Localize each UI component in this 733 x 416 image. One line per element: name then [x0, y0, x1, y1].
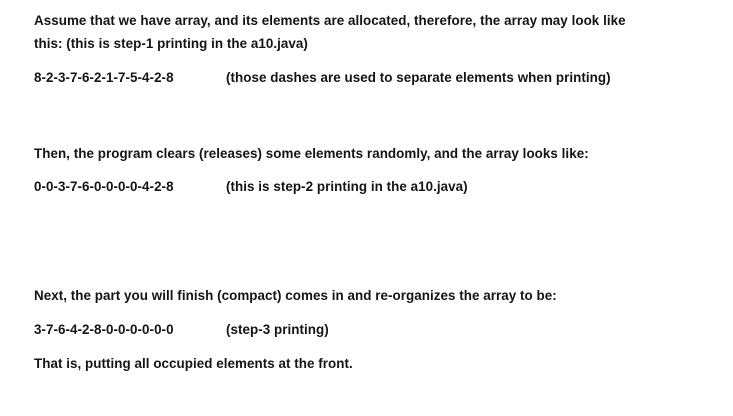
next-line: Next, the part you will finish (compact) comes in and re-organizes the array to be: [34, 288, 557, 303]
step3-array: 3-7-6-4-2-8-0-0-0-0-0-0 [34, 322, 174, 337]
step3-note: (step-3 printing) [226, 322, 329, 337]
conclusion-line: That is, putting all occupied elements at the front. [34, 356, 353, 371]
step3-row [34, 321, 329, 339]
step1-note: (those dashes are used to separate elements when printing) [226, 70, 611, 85]
step2-row [34, 178, 468, 196]
step1-array: 8-2-3-7-6-2-1-7-5-4-2-8 [34, 70, 174, 85]
intro-line-2: this: (this is step-1 printing in the a10.java) [34, 36, 308, 51]
step2-note: (this is step-2 printing in the a10.java) [226, 179, 468, 194]
then-line: Then, the program clears (releases) some elements randomly, and the array looks like: [34, 146, 589, 161]
step2-array: 0-0-3-7-6-0-0-0-0-4-2-8 [34, 179, 174, 194]
step1-row [34, 69, 611, 87]
intro-line-1: Assume that we have array, and its elements are allocated, therefore, the array may look like [34, 13, 626, 28]
document-body [34, 0, 724, 416]
